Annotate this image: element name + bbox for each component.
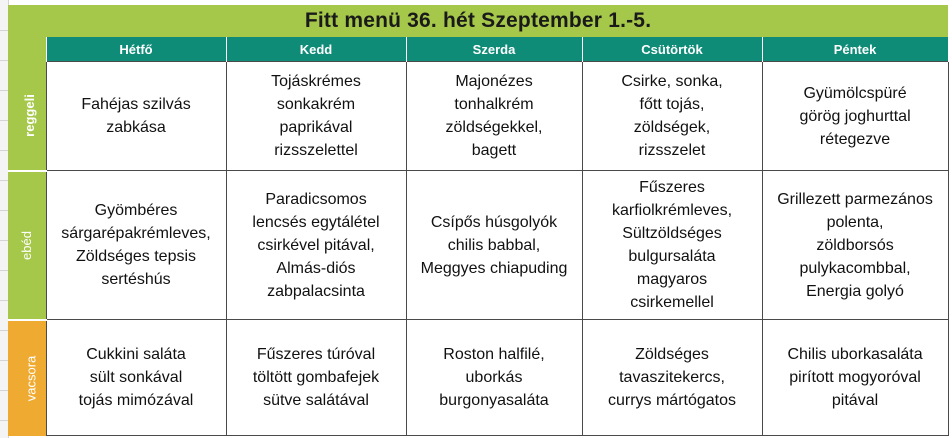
lunch-wednesday: Csípős húsgolyók chilis babbal, Meggyes chiapuding: [406, 171, 582, 320]
meal-label-dinner: vacsora: [8, 320, 46, 436]
breakfast-tuesday: Tojáskrémes sonkakrém paprikával rizsszelettel: [226, 62, 406, 171]
day-header-thursday: Csütörtök: [582, 37, 762, 62]
title-row: [8, 5, 948, 37]
lunch-thursday: Fűszeres karfiolkrémleves, Sültzöldséges bulgursaláta magyaros csirkemellel: [582, 171, 762, 320]
meal-label-breakfast: reggeli: [8, 62, 46, 171]
day-header-wednesday: Szerda: [406, 37, 582, 62]
breakfast-row: [8, 62, 948, 171]
breakfast-thursday: Csirke, sonka, főtt tojás, zöldségek, rizsszelet: [582, 62, 762, 171]
day-header-row: [8, 37, 948, 62]
lunch-friday: Grillezett parmezános polenta, zöldborsós pulykacombbal, Energia golyó: [762, 171, 948, 320]
dinner-row: [8, 320, 948, 436]
dinner-thursday: Zöldséges tavaszitekercs, currys mártógatos: [582, 320, 762, 436]
weekly-menu-table: [8, 5, 949, 436]
dinner-tuesday: Fűszeres túróval töltött gombafejek sütve salátával: [226, 320, 406, 436]
lunch-monday: Gyömbéres sárgarépakrémleves, Zöldséges tepsis sertéshús: [46, 171, 226, 320]
lunch-tuesday: Paradicsomos lencsés egytálétel csirkével pitával, Almás-diós zabpalacsinta: [226, 171, 406, 320]
dinner-friday: Chilis uborkasaláta pirított mogyoróval pitával: [762, 320, 948, 436]
day-header-friday: Péntek: [762, 37, 948, 62]
breakfast-monday: Fahéjas szilvás zabkása: [46, 62, 226, 171]
meal-label-lunch: ebéd: [8, 171, 46, 320]
corner-cell: [8, 37, 46, 62]
dinner-wednesday: Roston halfilé, uborkás burgonyasaláta: [406, 320, 582, 436]
day-header-tuesday: Kedd: [226, 37, 406, 62]
menu-title: Fitt menü 36. hét Szeptember 1.-5.: [8, 5, 948, 37]
dinner-monday: Cukkini saláta sült sonkával tojás mimózával: [46, 320, 226, 436]
lunch-row: [8, 171, 948, 320]
day-header-monday: Hétfő: [46, 37, 226, 62]
breakfast-friday: Gyümölcspüré görög joghurttal rétegezve: [762, 62, 948, 171]
breakfast-wednesday: Majonézes tonhalkrém zöldségekkel, bagett: [406, 62, 582, 171]
